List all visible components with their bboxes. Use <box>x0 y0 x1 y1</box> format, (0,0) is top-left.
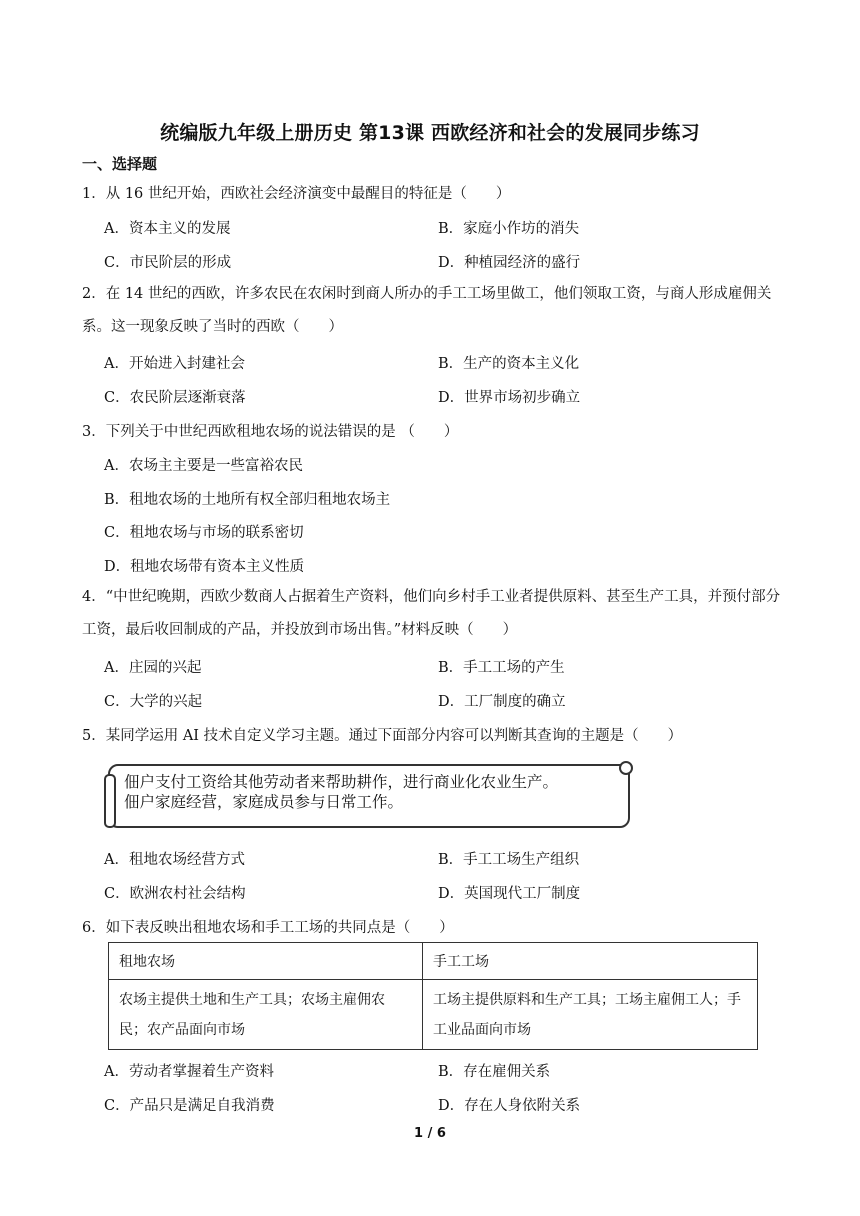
q6-option-d: D．存在人身依附关系 <box>438 1098 581 1114</box>
comparison-table <box>108 942 758 1050</box>
q2-option-c: C．农民阶层逐渐衰落 <box>104 390 246 406</box>
section-heading: 一、选择题 <box>82 155 158 173</box>
scroll-curl-right <box>619 761 633 775</box>
q4-option-a: A．庄园的兴起 <box>104 660 202 676</box>
q1-option-c: C．市民阶层的形成 <box>104 255 232 271</box>
q5-option-b: B．手工工场生产组织 <box>438 852 580 868</box>
q2-option-d: D．世界市场初步确立 <box>438 390 581 406</box>
q3-option-c: C．租地农场与市场的联系密切 <box>104 525 304 541</box>
question-6-stem: 6．如下表反映出租地农场和手工工场的共同点是（ ） <box>82 920 454 936</box>
q3-option-a: A．农场主主要是一些富裕农民 <box>104 458 303 474</box>
table-cell-farm: 农场主提供土地和生产工具；农场主雇佣农民；农产品面向市场 <box>109 980 423 1050</box>
question-1-stem: 1．从 16 世纪开始，西欧社会经济演变中最醒目的特征是（ ） <box>82 186 511 202</box>
q5-option-c: C．欧洲农村社会结构 <box>104 886 246 902</box>
page-title: 统编版九年级上册历史 第13课 西欧经济和社会的发展同步练习 <box>160 122 700 144</box>
q6-option-a: A．劳动者掌握着生产资料 <box>104 1064 274 1080</box>
scroll-line-1: 佃户支付工资给其他劳动者来帮助耕作，进行商业化农业生产。 <box>124 773 559 791</box>
scroll-text <box>124 772 558 812</box>
q2-option-a: A．开始进入封建社会 <box>104 356 245 372</box>
question-3-stem: 3．下列关于中世纪西欧租地农场的说法错误的是 （ ） <box>82 424 459 440</box>
table-cell-workshop: 工场主提供原料和生产工具；工场主雇佣工人；手工业品面向市场 <box>423 980 758 1050</box>
q3-option-d: D．租地农场带有资本主义性质 <box>104 559 305 575</box>
table-row <box>109 980 758 1050</box>
question-4-stem: 4．“中世纪晚期，西欧少数商人占据着生产资料，他们向乡村手工业者提供原料、甚至生产工具，并预付部分工资，最后收回制成的产品，并投放到市场出售。”材料反映（ ） <box>82 589 781 638</box>
table-header-row <box>109 943 758 980</box>
q6-option-b: B．存在雇佣关系 <box>438 1064 551 1080</box>
q1-option-d: D．种植园经济的盛行 <box>438 255 581 271</box>
question-2-stem: 2．在 14 世纪的西欧，许多农民在农闲时到商人所办的手工工场里做工，他们领取工资，与商人形成雇佣关系。这一现象反映了当时的西欧（ ） <box>82 286 772 335</box>
scroll-curl-left <box>104 774 116 828</box>
q4-option-b: B．手工工场的产生 <box>438 660 565 676</box>
page-number: 1 / 6 <box>414 1126 446 1141</box>
scroll-material-box <box>108 764 630 828</box>
q6-option-c: C．产品只是满足自我消费 <box>104 1098 275 1114</box>
q5-option-a: A．租地农场经营方式 <box>104 852 245 868</box>
q3-option-b: B．租地农场的土地所有权全部归租地农场主 <box>104 492 391 508</box>
table-header-farm: 租地农场 <box>109 943 423 980</box>
q4-option-d: D．工厂制度的确立 <box>438 694 566 710</box>
q4-option-c: C．大学的兴起 <box>104 694 203 710</box>
scroll-line-2: 佃户家庭经营，家庭成员参与日常工作。 <box>124 793 404 811</box>
q1-option-a: A．资本主义的发展 <box>104 221 231 237</box>
table-header-workshop: 手工工场 <box>423 943 758 980</box>
q1-option-b: B．家庭小作坊的消失 <box>438 221 580 237</box>
question-5-stem: 5．某同学运用 AI 技术自定义学习主题。通过下面部分内容可以判断其查询的主题是（ ） <box>82 728 683 744</box>
q5-option-d: D．英国现代工厂制度 <box>438 886 581 902</box>
q2-option-b: B．生产的资本主义化 <box>438 356 580 372</box>
